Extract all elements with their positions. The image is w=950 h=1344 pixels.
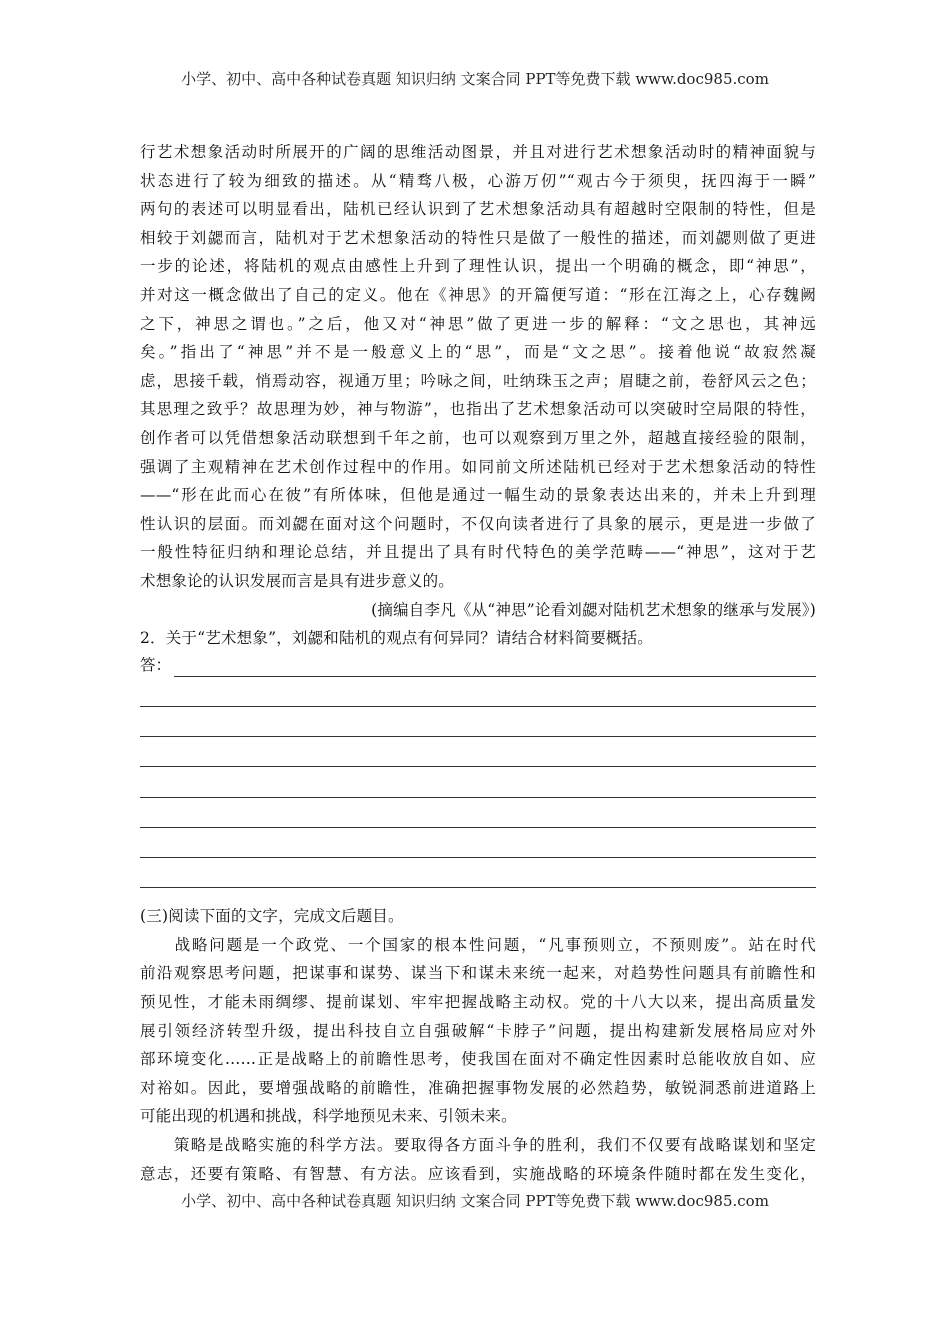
answer-line[interactable] [140,683,816,713]
passage-line: 两句的表述可以明显看出，陆机已经认识到了艺术想象活动具有超越时空限制的特性，但是 [140,200,816,219]
passage-line: 相较于刘勰而言，陆机对于艺术想象活动的特性只是做了一般性的描述，而刘勰则做了更进 [140,228,816,247]
answer-area[interactable] [140,653,816,895]
passage-line: 行艺术想象活动时所展开的广阔的思维活动图景，并且对进行艺术想象活动时的精神面貌与 [140,143,816,161]
answer-line[interactable] [140,864,816,894]
passage-line: 虑，思接千载，悄焉动容，视通万里；吟咏之间，吐纳珠玉之声；眉睫之前，卷舒风云之色； [140,371,816,390]
passage-line: 之下，神思之谓也。”之后，他又对“神思”做了更进一步的解释：“文之思也，其神远 [140,314,816,333]
answer-line[interactable] [140,773,816,803]
page-header: 小学、初中、高中各种试卷真题 知识归纳 文案合同 PPT等免费下载 www.doc985.com [181,70,769,88]
source-citation: (摘编自李凡《从“神思”论看刘勰对陆机艺术想象的继承与发展》) [371,600,816,619]
answer-rule [140,766,816,767]
passage-line: 创作者可以凭借想象活动联想到千年之前，也可以观察到万里之外，超越直接经验的限制， [140,428,816,447]
answer-rule [140,797,816,798]
passage-line: 可能出现的机遇和挑战，科学地预见未来、引领未来。 [140,1107,517,1126]
section-3-passage [140,931,816,1188]
passage-line: 性认识的层面。而刘勰在面对这个问题时，不仅向读者进行了具象的展示，更是进一步做了 [140,514,816,533]
passage-line: 一般性特征归纳和理论总结，并且提出了具有时代特色的美学范畴——“神思”，这对于艺 [140,543,816,562]
answer-rule [140,736,816,737]
passage-line: 一步的论述，将陆机的观点由感性上升到了理性认识，提出一个明确的概念，即“神思”， [140,257,816,276]
answer-line[interactable] [140,743,816,773]
passage-line: 前沿观察思考问题，把谋事和谋势、谋当下和谋未来统一起来，对趋势性问题具有前瞻性和 [140,964,816,983]
passage-line: 并对这一概念做出了自己的定义。他在《神思》的开篇便写道：“形在江海之上，心存魏阙 [140,285,816,304]
passage-line: ——“形在此而心在彼”有所体味，但他是通过一幅生动的景象表达出来的，并未上升到理 [140,486,816,505]
answer-rule [140,827,816,828]
answer-line[interactable] [140,713,816,743]
page-content [140,138,816,1188]
passage-line: 强调了主观精神在艺术创作过程中的作用。如同前文所述陆机已经对于艺术想象活动的特性 [140,457,816,476]
passage-line: 矣。”指出了“神思”并不是一般意义上的“思”，而是“文之思”。接着他说“故寂然凝 [140,343,816,362]
passage-line: 术想象论的认识发展而言是具有进步意义的。 [140,571,455,590]
answer-rule [140,706,816,707]
passage-line: 预见性，才能未雨绸缪、提前谋划、牢牢把握战略主动权。党的十八大以来，提出高质量发 [140,992,816,1011]
answer-rule [174,676,816,677]
passage-line: 展引领经济转型升级，提出科技自立自强破解“卡脖子”问题，提出构建新发展格局应对外 [140,1021,816,1040]
answer-line[interactable] [140,834,816,864]
passage-line: 对裕如。因此，要增强战略的前瞻性，准确把握事物发展的必然趋势，敏锐洞悉前进道路上 [140,1078,816,1097]
passage-line: 状态进行了较为细致的描述。从“精骛八极，心游万仞”“观古今于须臾，抚四海于一瞬” [140,171,816,190]
passage [140,138,816,596]
question-2: 2．关于“艺术想象”，刘勰和陆机的观点有何异同？请结合材料简要概括。 [140,629,654,648]
answer-line[interactable] [140,804,816,834]
answer-line[interactable] [140,653,816,683]
answer-label: 答： [140,653,177,675]
passage-line: 意志，还要有策略、有智慧、有方法。应该看到，实施战略的环境条件随时都在发生变化， [140,1164,816,1183]
section-3-title: (三)阅读下面的文字，完成文后题目。 [140,907,404,926]
answer-rule [140,857,816,858]
passage-line: 战略问题是一个政党、一个国家的根本性问题，“凡事预则立，不预则废”。站在时代 [140,935,816,954]
passage-line: 部环境变化……正是战略上的前瞻性思考，使我国在面对不确定性因素时总能收放自如、应 [140,1050,816,1069]
passage-line: 策略是战略实施的科学方法。要取得各方面斗争的胜利，我们不仅要有战略谋划和坚定 [140,1135,816,1154]
answer-rule [140,887,816,888]
page-footer: 小学、初中、高中各种试卷真题 知识归纳 文案合同 PPT等免费下载 www.doc985.com [181,1192,769,1210]
passage-line: 其思理之致乎？故思理为妙，神与物游”，也指出了艺术想象活动可以突破时空局限的特性， [140,400,816,419]
